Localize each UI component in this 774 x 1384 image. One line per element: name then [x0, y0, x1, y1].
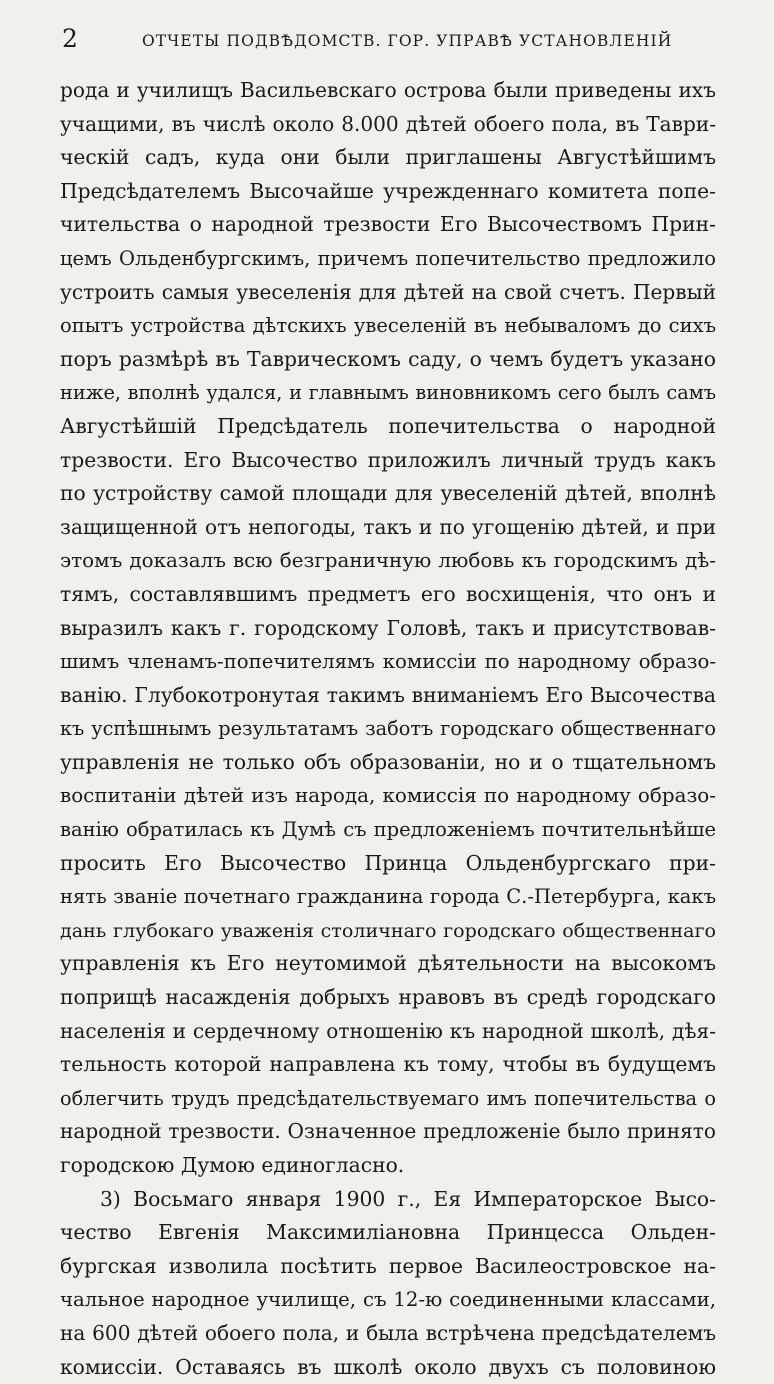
text-line: чительства о народной трезвости Его Высочествомъ Прин-	[60, 212, 716, 237]
text-line: облегчить трудъ предсѣдательствуемаго имъ попечительства о	[60, 1086, 716, 1110]
text-line: по устройству самой площади для увеселеній дѣтей, вполнѣ	[60, 481, 716, 506]
text-line: на 600 дѣтей обоего пола, и была встрѣчена предсѣдателемъ	[60, 1320, 716, 1345]
text-line: дань глубокаго уваженія столичнаго городскаго общественнаго	[60, 918, 716, 942]
text-line: опытъ устройства дѣтскихъ увеселеній въ небываломъ до сихъ	[60, 314, 716, 338]
text-line: поприщѣ насажденія добрыхъ нравовъ въ средѣ городскаго	[60, 985, 716, 1010]
body-text	[60, 74, 716, 1384]
running-head: ОТЧЕТЫ ПОДВѢДОМСТВ. ГОР. УПРАВѢ УСТАНОВЛЕНІЙ	[142, 32, 673, 50]
text-line: городскою Думою единогласно.	[60, 1153, 405, 1177]
text-line: тельность которой направлена къ тому, чтобы въ будущемъ	[60, 1052, 716, 1077]
text-line: Августѣйшій Предсѣдатель попечительства о народной	[60, 413, 716, 438]
text-line: поръ размѣрѣ въ Таврическомъ саду, о чемъ будетъ указано	[60, 346, 716, 371]
text-line: защищенной отъ непогоды, такъ и по угощенію дѣтей, и при	[60, 514, 716, 539]
text-line: устроить самыя увеселенія для дѣтей на свой счетъ. Первый	[60, 279, 716, 304]
text-line: ниже, вполнѣ удался, и главнымъ виновникомъ сего былъ самъ	[60, 381, 716, 405]
text-line: рода и училищъ Васильевскаго острова были приведены ихъ	[60, 78, 716, 102]
text-line: воспитаніи дѣтей изъ народа, комиссія по народному образо-	[60, 784, 716, 808]
text-line: комиссіи. Оставаясь въ школѣ около двухъ съ половиною	[60, 1354, 716, 1379]
text-line: выразилъ какъ г. городскому Головѣ, такъ и присутствовав-	[60, 615, 716, 640]
text-line: народной трезвости. Означенное предложеніе было принято	[60, 1119, 716, 1144]
page-header	[60, 22, 720, 58]
text-line: цемъ Ольденбургскимъ, причемъ попечительство предложило	[60, 246, 716, 270]
text-line: нять званіе почетнаго гражданина города С.-Петербурга, какъ	[60, 885, 716, 909]
text-line: чество Евгенія Максимиліановна Принцесса Ольден-	[60, 1220, 716, 1245]
text-line: къ успѣшнымъ результатамъ заботъ городскаго общественнаго	[60, 717, 716, 741]
text-line: этомъ доказалъ всю безграничную любовь къ городскимъ дѣ-	[60, 549, 716, 573]
text-line: тямъ, составлявшимъ предметъ его восхищенія, что онъ и	[60, 581, 716, 606]
text-line: Предсѣдателемъ Высочайше учрежденнаго комитета попе-	[60, 178, 716, 203]
text-line: чальное народное училище, съ 12-ю соединенными классами,	[60, 1288, 716, 1312]
text-line: ванію обратилась къ Думѣ съ предложеніемъ почтительнѣйше	[60, 818, 716, 842]
page-number: 2	[62, 24, 78, 53]
text-line: шимъ членамъ-попечителямъ комиссіи по народному образо-	[60, 650, 716, 674]
text-line: управленія не только объ образованіи, но и о тщательномъ	[60, 749, 716, 774]
text-line: 3) Восьмаго января 1900 г., Ея Императорское Высо-	[100, 1186, 716, 1211]
text-line: бургская изволила посѣтить первое Василеостровское на-	[60, 1253, 716, 1278]
text-line: учащими, въ числѣ около 8.000 дѣтей обоего пола, въ Таври-	[60, 111, 716, 136]
text-line: населенія и сердечному отношенію къ народной школѣ, дѣя-	[60, 1018, 716, 1043]
text-line: трезвости. Его Высочество приложилъ личный трудъ какъ	[60, 447, 716, 472]
text-line: просить Его Высочество Принца Ольденбургскаго при-	[60, 850, 716, 875]
text-line: управленія къ Его неутомимой дѣятельности на высокомъ	[60, 951, 716, 976]
text-line: ческій садъ, куда они были приглашены Августѣйшимъ	[60, 145, 716, 170]
text-line: ванію. Глубокотронутая такимъ вниманіемъ Его Высочества	[60, 682, 716, 707]
